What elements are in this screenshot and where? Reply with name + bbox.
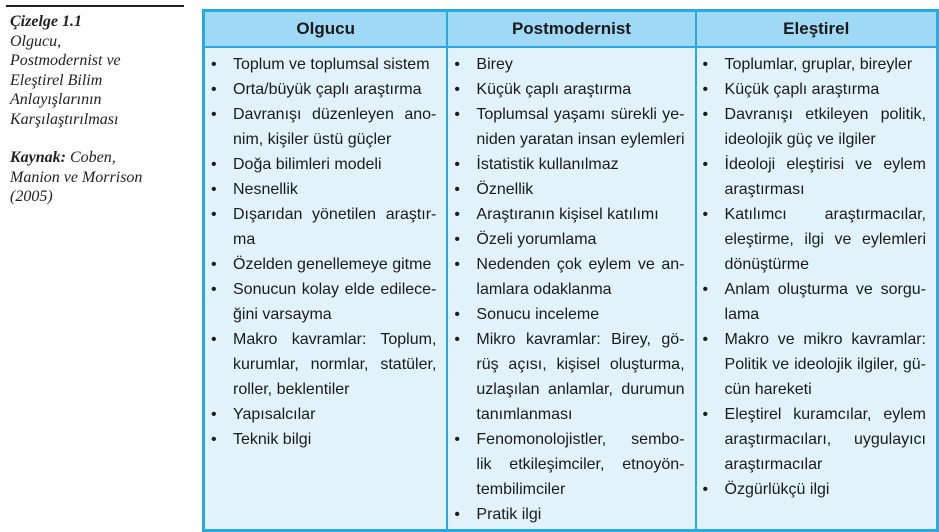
caption-source-line: Manion ve Morrison <box>10 168 143 186</box>
item-text-line: Birey <box>476 56 513 73</box>
item-text-line: Fenomonolojistler, sembo- <box>476 431 685 448</box>
item-text-line: tanımlanması <box>476 406 573 423</box>
item-text-line: Eleştirel kuramcılar, eylem <box>724 406 926 423</box>
item-text-line: Orta/büyük çaplı araştırma <box>233 81 422 98</box>
item-text-line: araştırmacıları, uygulayıcı <box>724 431 926 448</box>
bullet-icon: • <box>211 181 217 198</box>
item-text-line: Mikro kavramlar: Birey, gö- <box>476 331 685 348</box>
list-item <box>211 102 436 152</box>
item-text-line: Küçük çaplı araştırma <box>724 81 880 98</box>
list-item <box>703 477 926 502</box>
caption-title-line: Anlayışlarının <box>10 91 102 108</box>
header-postmodernist: Postmodernist <box>447 11 695 48</box>
item-text-line: Toplumsal yaşamı sürekli ye- <box>476 106 685 123</box>
bullet-icon: • <box>211 331 217 348</box>
item-text-line: Nesnellik <box>233 181 298 198</box>
bullet-icon: • <box>702 106 709 123</box>
column-olgucu <box>204 47 448 531</box>
list-item <box>703 52 926 77</box>
item-text-line: uzlaşılan anlamlar, durumun <box>476 381 685 398</box>
list-item <box>211 277 436 327</box>
item-text-line: Pratik ilgi <box>476 506 542 523</box>
item-text-line: Küçük çaplı araştırma <box>476 81 632 98</box>
item-text-line: Özeli yorumlama <box>476 231 597 248</box>
item-text-line: niden yaratan insan eylemleri <box>476 131 685 148</box>
list-item <box>454 52 684 77</box>
item-text-line: roller, beklentiler <box>233 381 350 398</box>
bullet-icon: • <box>454 156 460 173</box>
list-item <box>211 52 436 77</box>
item-text-line: rüş açısı, kişisel oluşturma, <box>476 356 685 373</box>
item-text-line: Araştıranın kişisel katılımı <box>476 206 659 223</box>
bullet-icon: • <box>454 81 460 98</box>
figure-caption <box>10 12 190 207</box>
caption-title-line: Postmodernist ve <box>10 52 121 69</box>
bullet-icon: • <box>454 231 460 248</box>
list-item <box>211 77 436 102</box>
list-item <box>454 427 684 502</box>
list-item <box>454 302 684 327</box>
list-item <box>703 77 926 102</box>
item-text-line: dönüştürme <box>724 256 810 273</box>
item-text-line: Dışarıdan yönetilen araştır- <box>233 206 437 223</box>
item-text-line: ideolojik güç ve ilgiler <box>724 131 876 148</box>
item-text-line: Yapısalcılar <box>233 406 316 423</box>
list-item <box>454 327 684 427</box>
bullet-icon: • <box>702 331 709 348</box>
bullet-icon: • <box>454 106 460 123</box>
item-text-line: Politik ve ideolojik ilgiler, gü- <box>724 356 926 373</box>
list-item <box>703 327 926 402</box>
item-text-line: Makro kavramlar: Toplum, <box>233 331 437 348</box>
caption-title-line: Karşılaştırılması <box>10 110 119 128</box>
bullet-icon: • <box>702 156 709 173</box>
item-text-line: Davranışı düzenleyen ano- <box>233 106 437 123</box>
bullet-icon: • <box>702 56 709 73</box>
item-text-line: nim, kişiler üstü güçler <box>233 131 392 148</box>
header-olgucu: Olgucu <box>204 11 448 48</box>
list-item <box>454 227 684 252</box>
header-elestirel: Eleştirel <box>696 11 938 48</box>
item-text-line: Toplumlar, gruplar, bireyler <box>724 56 913 73</box>
bullet-icon: • <box>454 306 460 323</box>
bullet-icon: • <box>454 506 460 523</box>
item-text-line: İdeoloji eleştirisi ve eylem <box>724 156 926 173</box>
item-text-line: lama <box>724 306 760 323</box>
list-item <box>211 202 436 252</box>
item-text-line: araştırmacılar <box>724 456 823 473</box>
item-text-line: cün hareketi <box>724 381 812 398</box>
list-item <box>703 202 926 277</box>
item-text-line: Özelden genellemeye gitme <box>233 256 432 273</box>
item-text-line: Sonucu inceleme <box>476 306 600 323</box>
item-text-line: Öznellik <box>476 181 534 198</box>
source-label: Kaynak: <box>10 149 66 166</box>
bullet-icon: • <box>454 206 460 223</box>
list-item <box>211 402 436 427</box>
bullet-icon: • <box>454 331 460 348</box>
list-item <box>703 402 926 477</box>
caption-source-line: Coben, <box>70 149 116 166</box>
bullet-icon: • <box>454 181 460 198</box>
bullet-icon: • <box>454 56 460 73</box>
list-item <box>454 502 684 527</box>
list-item <box>454 202 684 227</box>
bullet-icon: • <box>211 106 217 123</box>
item-text-line: Özgürlükçü ilgi <box>724 481 830 498</box>
list-item <box>454 177 684 202</box>
item-text-line: ğini varsayma <box>233 306 332 323</box>
bullet-icon: • <box>211 406 217 423</box>
list-item <box>211 427 436 452</box>
item-text-line: Makro ve mikro kavramlar: <box>724 331 926 348</box>
comparison-table <box>202 9 939 532</box>
bullet-icon: • <box>211 56 217 73</box>
bullet-icon: • <box>702 481 709 498</box>
bullet-icon: • <box>702 281 709 298</box>
item-text-line: tembilimciler <box>476 481 566 498</box>
top-rule <box>6 5 184 7</box>
bullet-icon: • <box>211 431 217 448</box>
caption-source-line: (2005) <box>10 188 53 205</box>
caption-source <box>10 148 190 207</box>
item-text-line: kurumlar, normlar, statüler, <box>233 356 437 373</box>
list-item <box>211 152 436 177</box>
bullet-icon: • <box>211 281 217 298</box>
list-item <box>454 252 684 302</box>
item-text-line: Toplum ve toplumsal sistem <box>233 56 430 73</box>
list-item <box>454 77 684 102</box>
item-text-line: Davranışı etkileyen politik, <box>724 106 926 123</box>
caption-title <box>10 32 190 130</box>
item-text-line: Nedenden çok eylem ve an- <box>476 256 685 273</box>
list-item <box>211 177 436 202</box>
bullet-icon: • <box>454 431 460 448</box>
bullet-icon: • <box>211 256 217 273</box>
list-item <box>454 152 684 177</box>
item-text-line: ma <box>233 231 256 248</box>
caption-title-line: Olgucu, <box>10 32 62 50</box>
caption-label: Çizelge 1.1 <box>10 13 82 30</box>
bullet-icon: • <box>211 156 217 173</box>
list-item <box>703 102 926 152</box>
item-text-line: eleştirme, ilgi ve eylemleri <box>724 231 926 248</box>
item-text-line: Teknik bilgi <box>233 431 312 448</box>
list-item <box>211 327 436 402</box>
column-elestirel <box>696 47 938 531</box>
item-text-line: Doğa bilimleri modeli <box>233 156 382 173</box>
bullet-icon: • <box>702 406 709 423</box>
item-text-line: lik etkileşimciler, etnoyön- <box>476 456 685 473</box>
item-text-line: lamlara odaklanma <box>476 281 612 298</box>
caption-title-line: Eleştirel Bilim <box>10 71 103 89</box>
bullet-icon: • <box>211 206 217 223</box>
bullet-icon: • <box>454 256 460 273</box>
list-item <box>703 152 926 202</box>
item-text-line: Anlam oluşturma ve sorgu- <box>724 281 926 298</box>
list-item <box>703 277 926 327</box>
column-postmodernist <box>447 47 695 531</box>
list-item <box>454 102 684 152</box>
bullet-icon: • <box>702 81 709 98</box>
item-text-line: İstatistik kullanılmaz <box>476 156 619 173</box>
item-text-line: Katılımcı araştırmacılar, <box>724 206 926 223</box>
list-item <box>211 252 436 277</box>
item-text-line: Sonucun kolay elde edilece- <box>233 281 437 298</box>
bullet-icon: • <box>211 81 217 98</box>
item-text-line: araştırması <box>724 181 805 198</box>
bullet-icon: • <box>702 206 709 223</box>
